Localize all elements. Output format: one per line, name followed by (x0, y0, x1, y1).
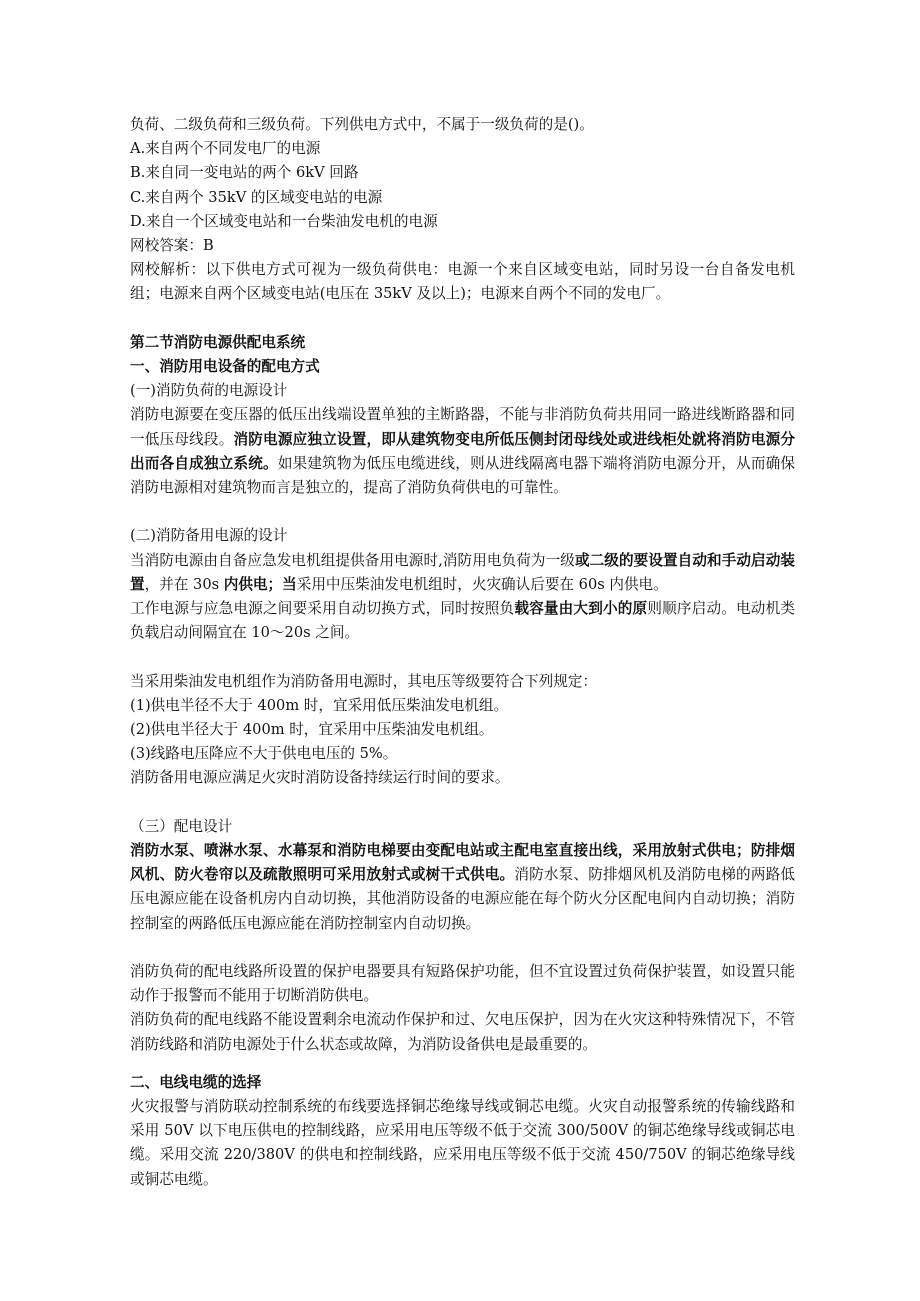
analysis-paragraph: 网校解析：以下供电方式可视为一级负荷供电：电源一个来自区域变电站，同时另设一台自备发电机组；电源来自两个区域变电站(电压在 35kV 及以上)；电源来自两个不同的发电厂。 (130, 261, 795, 303)
spacer (130, 500, 795, 524)
sub2-paragraph-4: 消防备用电源应满足火灾时消防设备持续运行时间的要求。 (130, 769, 510, 787)
document-body (130, 113, 795, 1192)
part1-heading: 一、消防用电设备的配电方式 (130, 358, 320, 376)
text-run: 如果建筑物为低压电缆进线，则从进线隔离电器下端将消防电源分开，从而确保消防电源相对建筑物而言是独立的，提高了消防负荷供电的可靠性。 (130, 454, 795, 497)
sub1-heading: (一)消防负荷的电源设计 (130, 382, 288, 400)
question-stem: 负荷、二级负荷和三级负荷。下列供电方式中，不属于一级负荷的是()。 (130, 116, 594, 133)
part2-paragraph: 火灾报警与消防联动控制系统的布线要选择铜芯绝缘导线或铜芯电缆。火灾自动报警系统的传输线路和采用 50V 以下电压供电的控制线路，应采用电压等级不低于交流 300/500V 的铜芯绝缘导线或铜芯电缆。采用交流 220/380V 的供电和控制线路，应采用电压等级不低于交流 450/750V 的铜芯绝缘导线或铜芯电缆。 (130, 1098, 795, 1188)
part2-heading: 二、电线电缆的选择 (130, 1073, 262, 1091)
sub3-paragraph-1 (130, 839, 795, 936)
spacer (130, 307, 795, 331)
text-run: 当消防电源由自备应急发电机组提供备用电源时,消防用电负荷为一级 (130, 551, 575, 569)
bold-run: 消防电源应独立设置，即从建筑物变电所低压侧封闭母线处或进线柜处就将消防电源分出而各自成独立系统。 (130, 430, 795, 472)
sub2-heading: (二)消防备用电源的设计 (130, 527, 288, 545)
spacer (130, 645, 795, 669)
sub3-heading: （三）配电设计 (130, 817, 233, 835)
bold-run: 消防水泵、喷淋水泵、水幕泵和消防电梯要由变配电站或主配电室直接出线，采用放射式供电；防排烟风机、防火卷帘以及疏散照明可采用放射式或树干式供电。 (130, 842, 795, 884)
sub2-paragraph-3: 当采用柴油发电机组作为消防备用电源时，其电压等级要符合下列规定： (130, 672, 598, 690)
list-item: (3)线路电压降应不大于供电电压的 5%。 (130, 745, 398, 763)
text-run: 则顺序启动。电动机类负载启动间隔宜在 10～20s 之间。 (130, 600, 795, 642)
bold-run: 或二级的要设置自动和手动启动装置 (130, 551, 795, 593)
text-run: 采用中压柴油发电机组时，火灾确认后要在 60s 内供电。 (296, 575, 668, 593)
spacer (130, 1057, 795, 1071)
option-d: D.来自一个区域变电站和一台柴油发电机的电源 (130, 212, 438, 230)
option-a: A.来自两个不同发电厂的电源 (130, 140, 321, 158)
answer-line: 网校答案：B (130, 237, 214, 255)
text-run: 消防水泵、防排烟风机及消防电梯的两路低压电源应能在设备机房内自动切换，其他消防设备的电源应能在每个防火分区配电间内自动切换；消防控制室的两路低压电源应能在消防控制室内自动切换。 (130, 866, 795, 932)
sub3-paragraph-2: 消防负荷的配电线路所设置的保护电器要具有短路保护功能，但不宜设置过负荷保护装置，如设置只能动作于报警而不能用于切断消防供电。 (130, 963, 795, 1005)
bold-run: 载容量由大到小的原 (514, 600, 648, 618)
list-item: (2)供电半径大于 400m 时，宜采用中压柴油发电机组。 (130, 721, 494, 739)
sub1-paragraph (130, 403, 795, 500)
option-c: C.来自两个 35kV 的区域变电站的电源 (130, 188, 383, 206)
spacer (130, 936, 795, 960)
bold-run: ；当 (267, 575, 297, 593)
sub3-paragraph-3: 消防负荷的配电线路不能设置剩余电流动作保护和过、欠电压保护，因为在火灾这种特殊情况下，不管消防线路和消防电源处于什么状态或故障，为消防设备供电是最重要的。 (130, 1011, 795, 1053)
text-run: 消防电源要在变压器的低压出线端设置单独的主断路器，不能与非消防负荷共用同一路进线断路器和同一低压母线段。 (130, 406, 795, 448)
bold-run: 内供电 (223, 575, 268, 593)
list-item: (1)供电半径不大于 400m 时，宜采用低压柴油发电机组。 (130, 696, 509, 714)
sub2-paragraph-1 (130, 549, 795, 597)
spacer (130, 791, 795, 815)
text-run: 工作电源与应急电源之间要采用自动切换方式，同时按照负 (130, 600, 515, 618)
sub2-paragraph-2 (130, 597, 795, 645)
text-run: ，并在 30s (144, 575, 224, 593)
section-title: 第二节消防电源供配电系统 (130, 333, 306, 351)
option-b: B.来自同一变电站的两个 6kV 回路 (130, 164, 359, 182)
